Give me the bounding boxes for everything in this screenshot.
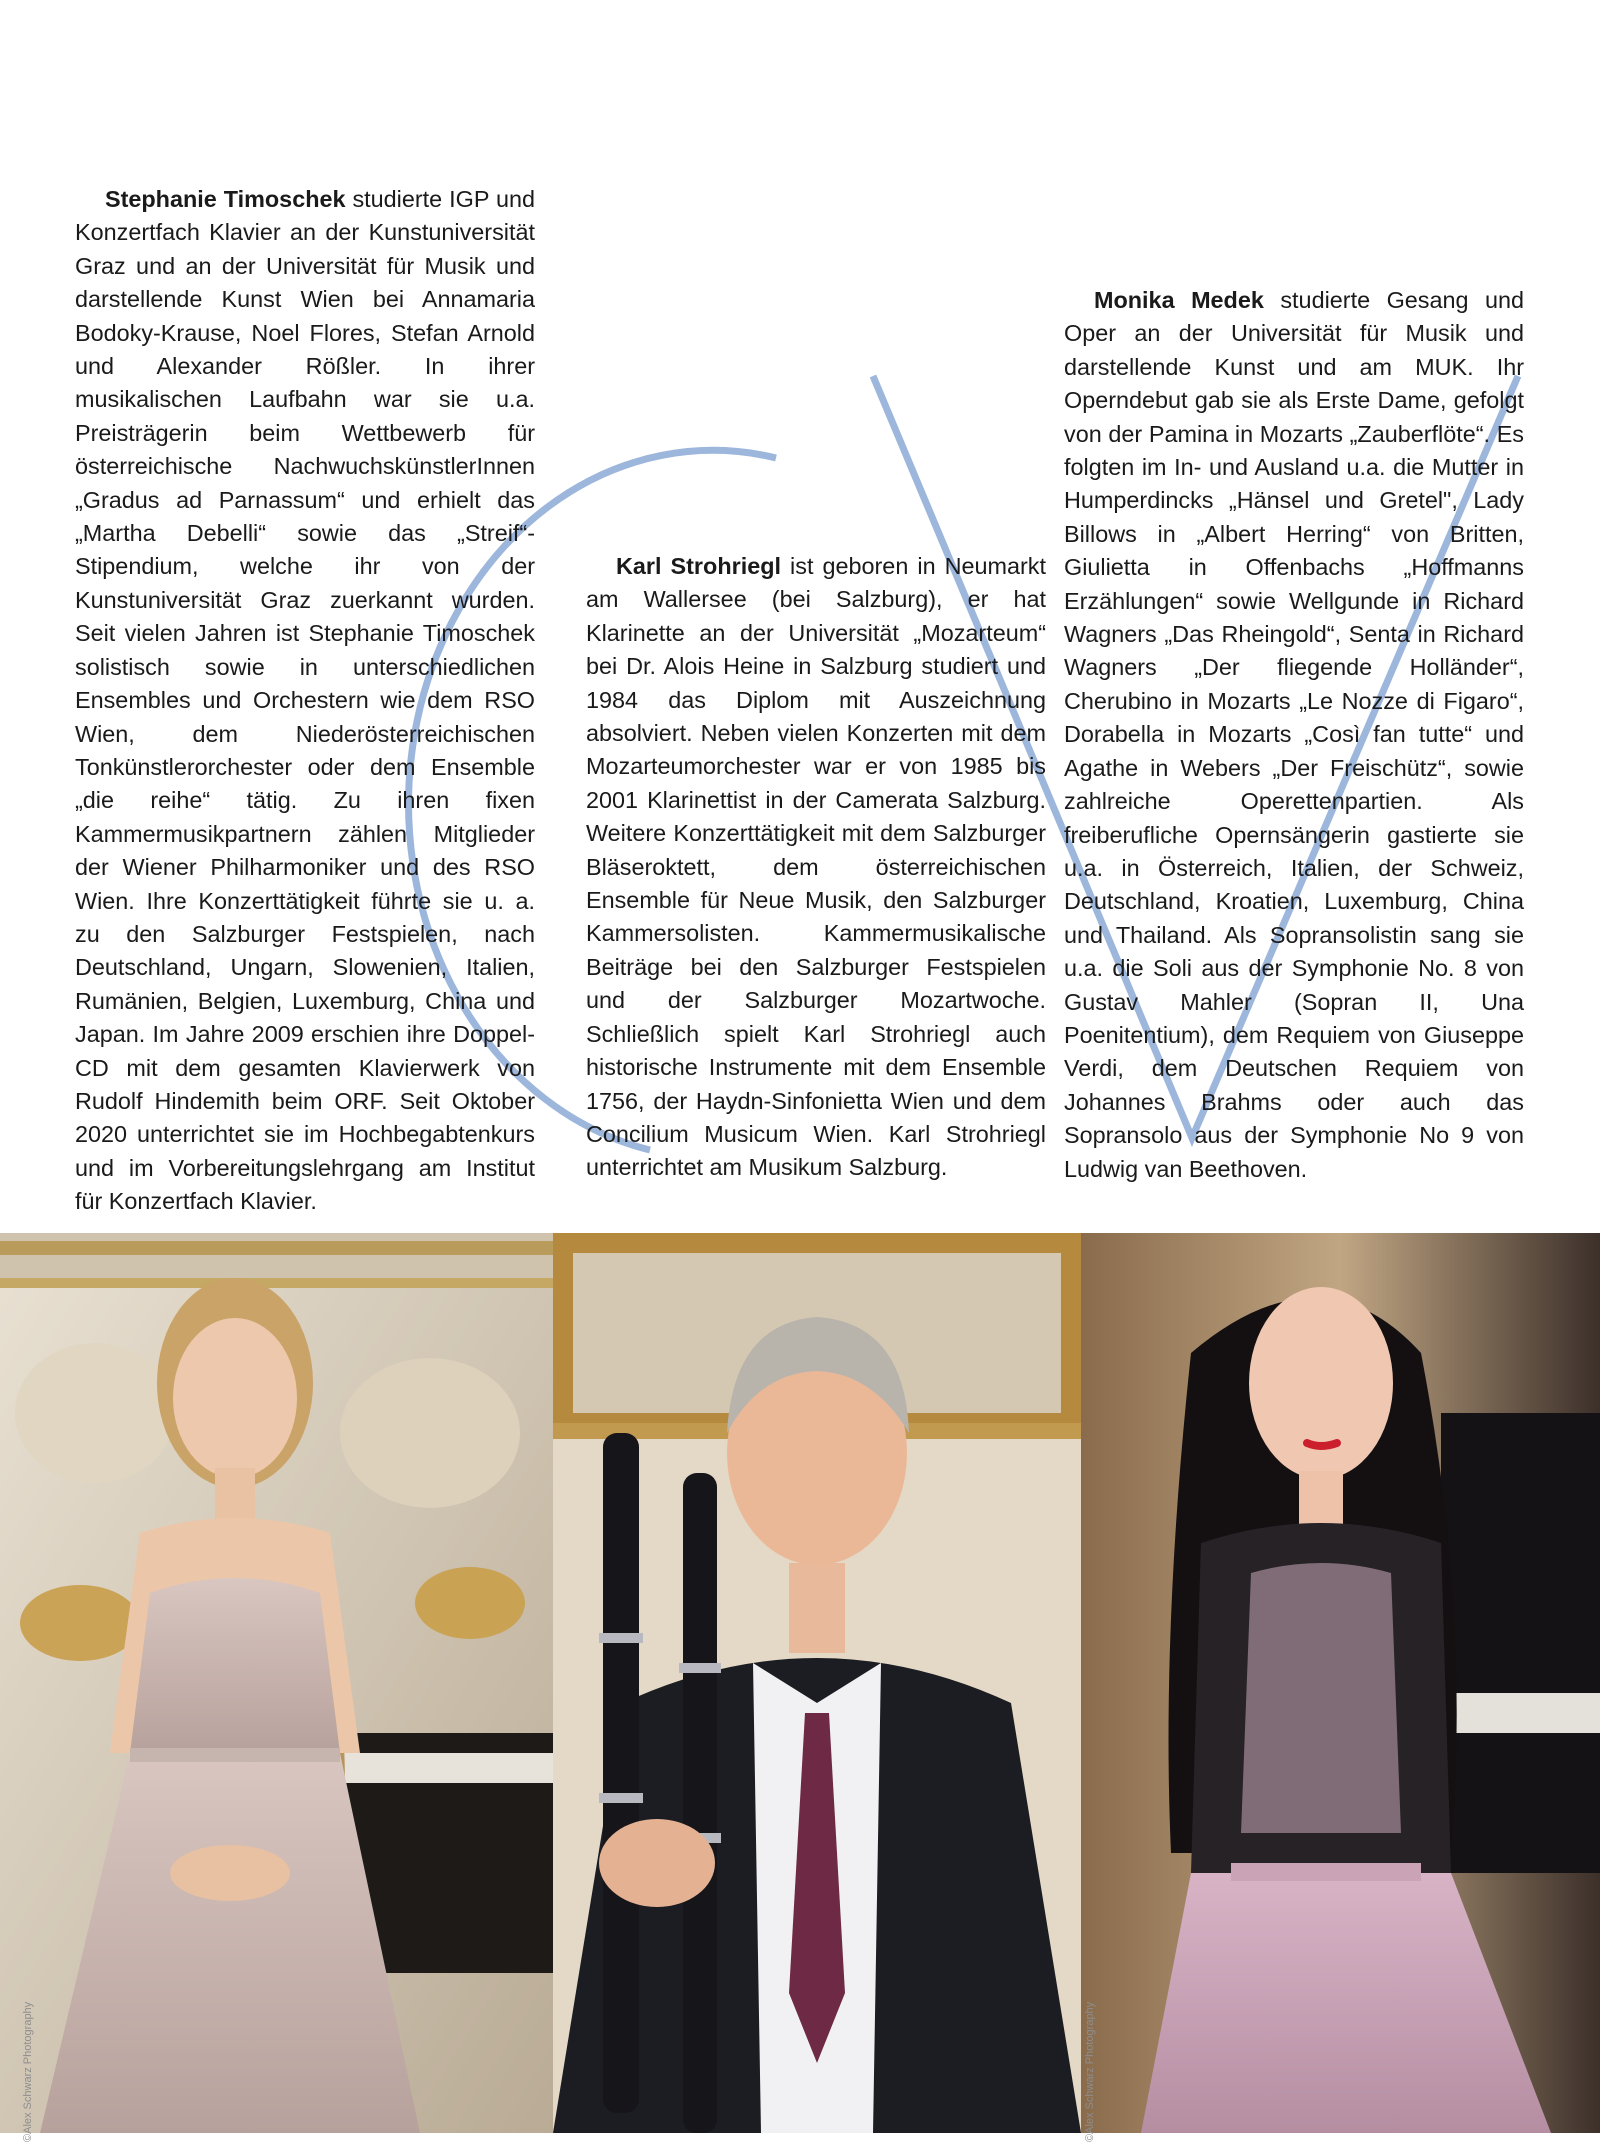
photo-monika-medek (1081, 1233, 1600, 2133)
photo-karl-strohriegl (553, 1233, 1081, 2133)
photo-credit: ©Alex Schwarz Photography (1084, 2001, 1096, 2142)
photo-credit: ©Alex Schwarz Photography (22, 2001, 34, 2142)
bio-name: Karl Strohriegl (616, 553, 782, 579)
bio-text: studierte Gesang und Oper an der Universität für Musik und darstellende Kunst und am MUK. Ihr Operndebut gab sie als Erste Dame, gefolgt von der Pamina in Mozarts „Zauberflöte“. Es folgten im In- und Ausland u.a. die Mutter in Humperdincks „Hänsel und Gretel", Lady Billows in „Albert Herring“ von Britten, Giulietta in Offenbachs „Hoffmanns Erzählungen“ sowie Wellgunde in Richard Wagners „Das Rheingold“, Senta in Richard Wagners „Der fliegende Holländer“, Cherubino in Mozarts „Le Nozze di Figaro“, Dorabella in Mozarts „Così fan tutte“ und Agathe in Webers „Der Freischütz“, sowie zahlreiche Operettenpartien. Als freiberufliche Opernsängerin gastierte sie u.a. in Österreich, Italien, der Schweiz, Deutschland, Kroatien, Luxemburg, China und Thailand. Als Sopransolistin sang sie u.a. die Soli aus der Symphonie No. 8 von Gustav Mahler (Sopran II, Una Poenitentium), dem Requiem von Giuseppe Verdi, dem Deutschen Requiem von Johannes Brahms oder auch das Sopransolo aus der Symphonie No 9 von Ludwig van Beethoven. (1064, 287, 1525, 1182)
portrait-photos (0, 1233, 1600, 2133)
bio-monika-medek (1064, 284, 1524, 1186)
bio-name: Monika Medek (1094, 287, 1264, 313)
bio-text: studierte IGP und Konzertfach Klavier an der Kunstuniversität Graz und an der Universität für Musik und darstellende Kunst Wien bei Annamaria Bodoky-Krause, Noel Flores, Stefan Arnold und Alexander Rößler. In ihrer musikalischen Laufbahn war sie u.a. Preisträgerin beim Wettbewerb für österreichische NachwuchskünstlerInnen „Gradus ad Parnassum“ und erhielt das „Martha Debelli“ sowie das „Streif“-Stipendium, welche ihr von der Kunstuniversität Graz zuerkannt wurden. Seit vielen Jahren ist Stephanie Timoschek solistisch sowie in unterschiedlichen Ensembles und Orchestern wie dem RSO Wien, dem Niederösterreichischen Tonkünstlerorchester oder dem Ensemble „die reihe“ tätig. Zu ihren fixen Kammermusikpartnern zählen Mitglieder der Wiener Philharmoniker und des RSO Wien. Ihre Konzerttätigkeit führte sie u. a. zu den Salzburger Festspielen, nach Deutschland, Ungarn, Slowenien, Italien, Rumänien, Belgien, Luxemburg, China und Japan. Im Jahre 2009 erschien ihre Doppel-CD mit dem gesamten Klavierwerk von Rudolf Hindemith beim ORF. Seit Oktober 2020 unterrichtet sie im Hochbegabtenkurs und im Vorbereitungslehrgang am Institut für Konzertfach Klavier. (75, 186, 535, 1215)
photo-stephanie-timoschek (0, 1233, 553, 2133)
bio-name: Stephanie Timoschek (105, 186, 346, 212)
bio-text: ist geboren in Neumarkt am Wallersee (bei Salzburg), er hat Klarinette an der Universität „Mozarteum“ bei Dr. Alois Heine in Salzburg studiert und 1984 das Diplom mit Auszeichnung absolviert. Neben vielen Konzerten mit dem Mozarteumorchester war er von 1985 bis 2001 Klarinettist in der Camerata Salzburg. Weitere Konzerttätigkeit mit dem Salzburger Bläseroktett, dem österreichischen Ensemble für Neue Musik, den Salzburger Kammersolisten. Kammermusikalische Beiträge bei den Salzburger Festspielen und der Salzburger Mozartwoche. Schließlich spielt Karl Strohriegl auch historische Instrumente mit dem Ensemble 1756, der Haydn-Sinfonietta Wien und dem Concilium Musicum Wien. Karl Strohriegl unterrichtet am Musikum Salzburg. (586, 553, 1046, 1181)
bio-karl-strohriegl (586, 550, 1046, 1185)
bio-stephanie-timoschek (75, 183, 535, 1219)
